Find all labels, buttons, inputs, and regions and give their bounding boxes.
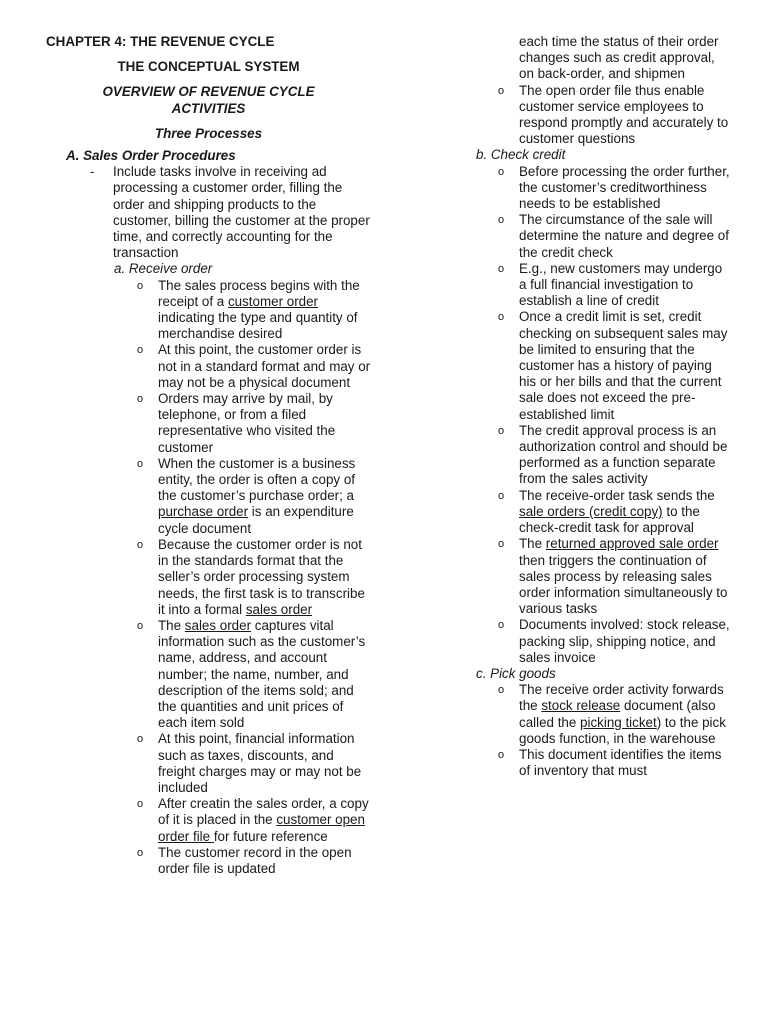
bullet-item bbox=[470, 488, 732, 537]
underlined-term: sales order bbox=[184, 617, 252, 633]
bullet-item bbox=[470, 83, 732, 148]
bullet-marker: o bbox=[498, 311, 505, 324]
bullet-text: The receive order activity forwards the bbox=[519, 682, 724, 714]
bullet-item bbox=[470, 261, 732, 310]
dash-item bbox=[46, 164, 371, 261]
bullet-marker: o bbox=[137, 733, 144, 746]
bullet-item bbox=[470, 617, 732, 666]
left-column bbox=[46, 34, 371, 877]
bullet-item bbox=[46, 796, 371, 845]
bullet-marker: o bbox=[137, 538, 144, 551]
dash-text: Include tasks involve in receiving ad processing a customer order, filling the order and shipping products to the customer, billing the customer at the proper time, and correctly accounting for the transaction bbox=[113, 164, 370, 261]
bullet-item bbox=[46, 845, 371, 877]
underlined-term: sales order bbox=[245, 601, 313, 617]
bullet-text: indicating the type and quantity of merchandise desired bbox=[158, 310, 358, 342]
chapter-title: CHAPTER 4: THE REVENUE CYCLE bbox=[46, 34, 275, 49]
bullet-text: The bbox=[519, 536, 546, 552]
bullet-item bbox=[470, 682, 732, 747]
subheading-pick-goods: c. Pick goods bbox=[476, 665, 556, 681]
bullet-item bbox=[470, 212, 732, 261]
bullet-marker: o bbox=[498, 214, 505, 227]
bullet-marker: o bbox=[498, 748, 505, 761]
bullet-item bbox=[46, 391, 371, 456]
dash-marker: - bbox=[90, 164, 95, 180]
bullet-text: to the check-credit task for approval bbox=[519, 503, 700, 536]
bullet-text: The bbox=[158, 617, 185, 633]
bullet-text: is an expenditure cycle document bbox=[158, 504, 354, 536]
conceptual-heading: THE CONCEPTUAL SYSTEM bbox=[117, 59, 300, 75]
bullet-item bbox=[46, 278, 371, 343]
bullet-marker: o bbox=[137, 344, 144, 357]
bullet-marker: o bbox=[498, 684, 505, 697]
bullet-text: E.g., new customers may undergo a full financial investigation to establish a line of credit bbox=[519, 260, 723, 309]
bullet-text: At this point, financial information such as taxes, discounts, and freight charges may or may not be included bbox=[158, 731, 362, 795]
bullet-marker: o bbox=[137, 846, 144, 859]
bullet-marker: o bbox=[137, 619, 144, 632]
bullet-marker: o bbox=[498, 165, 505, 178]
bullet-text: then triggers the continuation of sales process by releasing sales order information simultaneously to various tasks bbox=[519, 552, 728, 617]
bullet-text: The credit approval process is an authorization control and should be performed as a function separate from the sales activity bbox=[519, 422, 728, 487]
bullet-text: The sales process begins with the receipt of a bbox=[158, 277, 360, 309]
bullet-text: Because the customer order is not in the standards format that the seller’s order processing system needs, the first task is to transcribe it into a formal bbox=[158, 536, 365, 617]
underlined-term: customer open order file bbox=[158, 812, 365, 844]
bullet-item bbox=[46, 618, 371, 731]
subheading-receive-order: a. Receive order bbox=[114, 261, 213, 277]
bullet-marker: o bbox=[137, 393, 144, 406]
bullet-text: The receive-order task sends the bbox=[519, 487, 715, 503]
underlined-term: returned approved sale order bbox=[545, 536, 719, 552]
bullet-text: ) to the pick goods function, in the warehouse bbox=[519, 714, 726, 746]
bullet-item bbox=[46, 731, 371, 796]
bullet-item bbox=[470, 747, 732, 779]
bullet-text: Orders may arrive by mail, by telephone, or from a filed representative who visited the customer bbox=[158, 391, 336, 455]
three-processes-heading: Three Processes bbox=[154, 125, 263, 141]
bullet-text: Documents involved: stock release, packing slip, shipping notice, and sales invoice bbox=[519, 617, 730, 665]
underlined-term: customer order bbox=[227, 293, 319, 309]
bullet-text: After creatin the sales order, a copy of it is placed in the bbox=[158, 796, 369, 828]
continued-text: each time the status of their order changes such as credit approval, on back-order, and shipmen bbox=[519, 34, 719, 82]
bullet-item bbox=[470, 423, 732, 488]
right-column bbox=[470, 34, 732, 779]
bullet-marker: o bbox=[137, 457, 144, 470]
bullet-text: When the customer is a business entity, the order is often a copy of the customer’s purchase order; a bbox=[158, 455, 356, 504]
bullet-item bbox=[470, 164, 732, 213]
bullet-item bbox=[470, 536, 732, 617]
bullet-text: captures vital information such as the customer’s name, address, and account number; the name, number, and description of the items sold; and the quantities and unit prices of each item sold bbox=[158, 617, 366, 731]
overview-heading-line2: ACTIVITIES bbox=[171, 100, 246, 116]
bullet-text: Before processing the order further, the customer’s creditworthiness needs to be established bbox=[519, 163, 730, 212]
bullet-item bbox=[46, 342, 371, 391]
underlined-term: sale orders (credit copy) bbox=[519, 503, 663, 519]
underlined-term: stock release bbox=[541, 698, 621, 714]
bullet-marker: o bbox=[137, 279, 144, 292]
bullet-text: The open order file thus enable customer service employees to respond promptly and accurately to customer questions bbox=[519, 82, 729, 147]
bullet-marker: o bbox=[498, 424, 505, 437]
bullet-text: The customer record in the open order file is updated bbox=[158, 844, 352, 876]
bullet-marker: o bbox=[498, 489, 505, 502]
bullet-text: for future reference bbox=[213, 828, 328, 844]
bullet-text: The circumstance of the sale will determine the nature and degree of the credit check bbox=[519, 212, 729, 260]
underlined-term: picking ticket bbox=[580, 714, 657, 730]
section-a-heading: A. Sales Order Procedures bbox=[66, 148, 236, 164]
bullet-item bbox=[46, 537, 371, 618]
underlined-term: purchase order bbox=[158, 504, 249, 520]
bullet-text: document (also called the bbox=[519, 698, 716, 730]
bullet-marker: o bbox=[498, 262, 505, 275]
bullet-marker: o bbox=[137, 798, 144, 811]
subheading-check-credit: b. Check credit bbox=[476, 147, 566, 163]
bullet-marker: o bbox=[498, 84, 505, 97]
bullet-text: This document identifies the items of inventory that must bbox=[519, 746, 722, 779]
bullet-marker: o bbox=[498, 619, 505, 632]
bullet-marker: o bbox=[498, 538, 505, 551]
bullet-item bbox=[46, 456, 371, 537]
bullet-text: Once a credit limit is set, credit checking on subsequent sales may be limited to ensuring that the customer has a history of paying his or her bills and that the current sale does not exceed the pre-established limit bbox=[519, 309, 728, 422]
overview-heading-line1: OVERVIEW OF REVENUE CYCLE bbox=[102, 84, 315, 100]
bullet-text: At this point, the customer order is not in a standard format and may or may not be a physical document bbox=[158, 342, 371, 390]
bullet-item bbox=[470, 309, 732, 422]
